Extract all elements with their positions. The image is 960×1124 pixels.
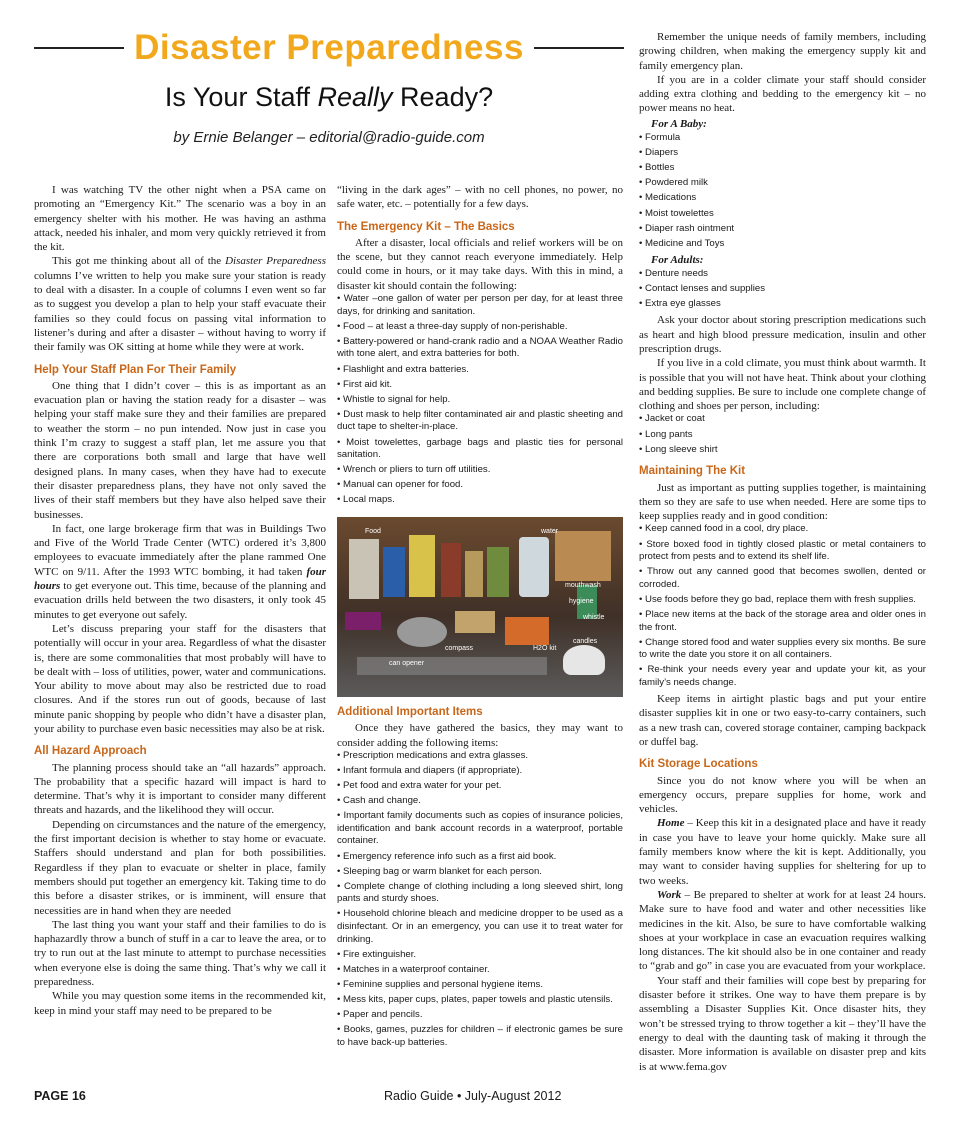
list-item: • Prescription medications and extra glasses. [337,750,623,763]
text-emphasis: Home [657,817,685,830]
first-aid-pouch [455,611,495,633]
can [487,547,509,597]
list-item: • Paper and pencils. [337,1009,623,1022]
paragraph: While you may question some items in the recommended kit, keep in mind your staff may need to be prepared to be [34,990,326,1017]
section-heading: All Hazard Approach [34,745,147,758]
baby-items-list [639,132,926,250]
title-part: Is Your Staff [164,82,318,112]
kicker-rule-right [534,47,624,49]
basics-list [337,293,623,507]
paragraph: The planning process should take an “all hazards” approach. The probability that a specific hazard will impact is hard to determine. That’s why it is important to consider many different threats and hazards, and the likelihood they will occur. [34,761,326,817]
photo-label: can opener [389,659,425,667]
section-heading: Maintaining The Kit [639,465,746,478]
paragraph: Since you do not know where you will be when an emergency occurs, prepare supplies for home, work and vehicles. [639,774,926,816]
paragraph [639,816,926,887]
photo-label: water [541,527,559,535]
text-emphasis: four hours [34,565,326,593]
list-item: • Battery-powered or hand-crank radio and a NOAA Weather Radio with tone alert, and extra batteries for both. [337,336,623,361]
list-item: • Local maps. [337,494,623,507]
list-item: • Re-think your needs every year and update your kit, as your family’s needs change. [639,664,926,689]
text: – Keep this kit in a designated place and have it ready in case you have to leave your home quickly. Make sure all family members know where the kit is kept. Additionally, you may want to consider having supplies for sheltering for up to two weeks. [639,817,926,887]
list-item: • Keep canned food in a cool, dry place. [639,523,926,536]
water-jug [519,537,549,597]
publication-info: Radio Guide • July-August 2012 [384,1089,562,1103]
list-item: • Flashlight and extra batteries. [337,364,623,377]
cereal-box [383,547,405,597]
kicker-rule-left [34,47,124,49]
list-item: • Long sleeve shirt [639,444,926,457]
list-item: • Water –one gallon of water per person per day, for at least three days, for drinking and sanitation. [337,293,623,318]
article-title [34,82,624,113]
list-item: • Medications [639,192,926,205]
list-item: • Mess kits, paper cups, plates, paper towels and plastic utensils. [337,994,623,1007]
list-item: • Bottles [639,162,926,175]
column-1 [34,183,326,1018]
list-item: • Whistle to signal for help. [337,394,623,407]
paragraph [639,888,926,974]
text-italic: Disaster Preparedness [225,255,326,268]
cardboard-box [555,531,611,581]
paragraph: Remember the unique needs of family members, including growing children, when making the emergency supply kit and family emergency plan. [639,31,926,72]
paragraph: If you live in a cold climate, you must think about warmth. It is possible that you will not have heat. Think about your clothing and bedding supplies. Be sure to include one complete change of clothing and shoes per person, including: [639,357,926,413]
kicker-row [34,28,624,68]
paragraph: Your staff and their families will cope best by preparing for disaster before it strikes. One way to have them prepare is by assembling a Disaster Supplies Kit. Once disaster hits, they won’t be stressed trying to throw together a kit – they’ll have the energy to deal with the daunting task of making it through the disaster. More information is available on disaster prep and kits is at www.fema.gov [639,974,926,1073]
paragraph: I was watching TV the other night when a PSA came on promoting an “Emergency Kit.” The scenario was a boy in an emergency shelter with his mother. He was having an asthma attack, needed his inhaler, and mom very quickly retrieved it from the kit. [34,184,326,254]
hard-hat [563,645,605,675]
paragraph [34,522,326,622]
list-item: • Moist towelettes [639,208,926,221]
list-item: • Sleeping bag or warm blanket for each person. [337,866,623,879]
list-item: • Diapers [639,147,926,160]
list-item: • Store boxed food in tightly closed plastic or metal containers to protect from pests and to extend its shelf life. [639,539,926,564]
text: to get everyone out. This time, because of the planning and evacuation drills held between the two disasters, it only took 45 minutes to get everyone out safely. [34,580,326,621]
list-item: • Infant formula and diapers (if appropriate). [337,765,623,778]
additional-items-list [337,750,623,1049]
paragraph: Depending on circumstances and the nature of the emergency, the first important decision is whether to stay home or evacuate. Staffers should understand and plan for both possibilities. Regardless if they plan to evacuate or shelter in place, family members should put together an emergency kit. Taking time to do this before a disaster strikes, or is imminent, will ensure that necessities are in hand when they are needed [34,818,326,917]
list-item: • Complete change of clothing including a long sleeved shirt, long pants and sturdy shoes. [337,881,623,906]
list-item: • Emergency reference info such as a first aid book. [337,851,623,864]
list-item: • Household chlorine bleach and medicine dropper to be used as a disinfectant. Or in an emergency, you can use it to treat water for drinking. [337,908,623,946]
kit-bag [505,617,549,645]
list-item: • Place new items at the back of the storage area and older ones in the front. [639,609,926,634]
paragraph: Just as important as putting supplies together, is maintaining them so they are safe to use when needed. Here are some tips to keep supplies ready and in good condition: [639,481,926,523]
photo-label: H2O kit [533,644,557,652]
paragraph: One thing that I didn’t cover – this is as important as an evacuation plan or having the station ready for a disaster – was helping your staff make sure they and their families are prepared to weather the storm – no pun intended. Now just in case you think I’m crazy to suggest a staff plan, let me assure you that there are corporations both small and large that have well designed plans. In many cases, when they have had to execute their disaster preparedness plans, they have not only saved the lives of their staff members but they have also helped save their businesses. [34,379,326,521]
list-label-adults: For Adults: [651,253,704,266]
list-item: • Books, games, puzzles for children – if electronic games be sure to have back-up batteries. [337,1024,623,1049]
can [441,543,461,597]
list-item: • Powdered milk [639,177,926,190]
page-number: PAGE 16 [34,1089,86,1103]
list-item: • Jacket or coat [639,413,926,426]
paragraph: Keep items in airtight plastic bags and put your entire disaster supplies kit in one or two easy-to-carry containers, such as a new trash can, covered storage container, camping backpack or duffel bag. [639,693,926,748]
snack-box [409,535,435,597]
candy-bar [345,612,381,630]
list-item: • Formula [639,132,926,145]
list-item: • Diaper rash ointment [639,223,926,236]
list-item: • Change stored food and water supplies every six months. Be sure to write the date you store it on all containers. [639,637,926,662]
title-part: Ready? [392,82,494,112]
text: columns I’ve written to help you make sure your station is ready to deal with a disaster. In a couple of columns I even went so far as to suggest you develop a plan to help your staff evacuate their families so they could focus on passing vital information to listener’s during and after a disaster – without having to worry if their family was OK sitting at home while they were at work. [34,269,326,354]
list-item: • First aid kit. [337,379,623,392]
article-header [34,28,624,146]
photo-label: whistle [583,613,605,621]
list-item: • Pet food and extra water for your pet. [337,780,623,793]
paragraph: After a disaster, local officials and relief workers will be on the scene, but they cannot reach everyone immediately. Help could come in hours, or it may take days. With this in mind, a disaster kit should contain the following: [337,236,623,292]
list-item: • Use foods before they go bad, replace them with fresh supplies. [639,594,926,607]
section-heading: Additional Important Items [337,705,483,718]
text: This got me thinking about all of the [52,255,226,268]
list-item: • Food – at least a three-day supply of non-perishable. [337,321,623,334]
section-heading: Kit Storage Locations [639,758,758,771]
list-item: • Fire extinguisher. [337,949,623,962]
list-item: • Contact lenses and supplies [639,283,926,296]
text: – Be prepared to shelter at work for at least 24 hours. Make sure to have food and water and other necessities like medicines in the kit. Also, be sure to have comfortable walking shoes at your workplace in case an evacuation requires walking long distances. The kit should also be in one container and ready to “grab and go” in case you are evacuated from your workplace. [639,888,926,973]
paragraph: “living in the dark ages” – with no cell phones, no power, no safe water, etc. – potentially for a few days. [337,184,623,211]
column-3 [639,30,926,1074]
list-item: • Moist towelettes, garbage bags and plastic ties for personal sanitation. [337,437,623,462]
photo-label: compass [445,644,474,652]
paragraph: The last thing you want your staff and their families to do is haphazardly throw a bunch of stuff in a car to leave the area, or to try to run out at the last minute to attempt to purchase necessities when everyone else is doing the same thing. That’s why we call it preparedness. [34,918,326,989]
column-2 [337,183,623,1052]
list-item: • Long pants [639,429,926,442]
text: In fact, one large brokerage firm that was in Buildings Two and Five of the World Trade Center (WTC) ordered it’s 3,800 employees to evacuate immediately after the plane rammed One WTC on 9/11. After the 1993 WTC bombing, it had taken [34,522,326,578]
maintenance-tips-list [639,523,926,689]
section-heading: Help Your Staff Plan For Their Family [34,363,237,376]
clothing-list [639,413,926,456]
list-item: • Medicine and Toys [639,238,926,251]
list-label-baby: For A Baby: [651,117,707,130]
list-item: • Manual can opener for food. [337,479,623,492]
table-edge [357,657,547,675]
paragraph [34,254,326,354]
paragraph: Once they have gathered the basics, they may want to consider adding the following items: [337,722,623,749]
list-item: • Feminine supplies and personal hygiene items. [337,979,623,992]
list-item: • Important family documents such as copies of insurance policies, identification and bank account records in a waterproof, portable container. [337,810,623,848]
list-item: • Matches in a waterproof container. [337,964,623,977]
section-heading: The Emergency Kit – The Basics [337,220,515,233]
food-box [349,539,379,599]
text-emphasis: Work [657,888,682,901]
photo-label: hygiene [569,597,594,605]
paragraph: If you are in a colder climate your staff should consider adding extra clothing and bedding to the emergency kit – no power means no heat. [639,73,926,115]
photo-label: candles [573,637,598,645]
radio [397,617,447,647]
list-item: • Extra eye glasses [639,298,926,311]
list-item: • Wrench or pliers to turn off utilities. [337,464,623,477]
photo-label: mouthwash [565,581,601,589]
byline: by Ernie Belanger – editorial@radio-guide.com [173,129,485,146]
adult-items-list [639,268,926,311]
list-item: • Throw out any canned good that becomes swollen, dented or corroded. [639,566,926,591]
title-emphasis: Really [317,82,393,112]
emergency-kit-photo [337,517,623,697]
can [465,551,483,597]
photo-label: Food [365,527,381,535]
section-kicker: Disaster Preparedness [134,28,524,67]
list-item: • Denture needs [639,268,926,281]
list-item: • Cash and change. [337,795,623,808]
list-item: • Dust mask to help filter contaminated air and plastic sheeting and duct tape to shelter-in-place. [337,409,623,434]
paragraph: Ask your doctor about storing prescription medications such as heart and high blood pressure medication, insulin and other prescription drugs. [639,314,926,355]
paragraph: Let’s discuss preparing your staff for the disasters that potentially will occur in your area. Regardless of what the disaster is, there are some commonalities that most probably will have to be dealt with – loss of utilities, power, water and communications. Your ability to move about may also be restricted due to road closures. And if the stores run out of goods, because of last minute panic shopping by people who didn’t have a disaster plan, your ability to purchase even basic necessities may also be at risk. [34,622,326,735]
